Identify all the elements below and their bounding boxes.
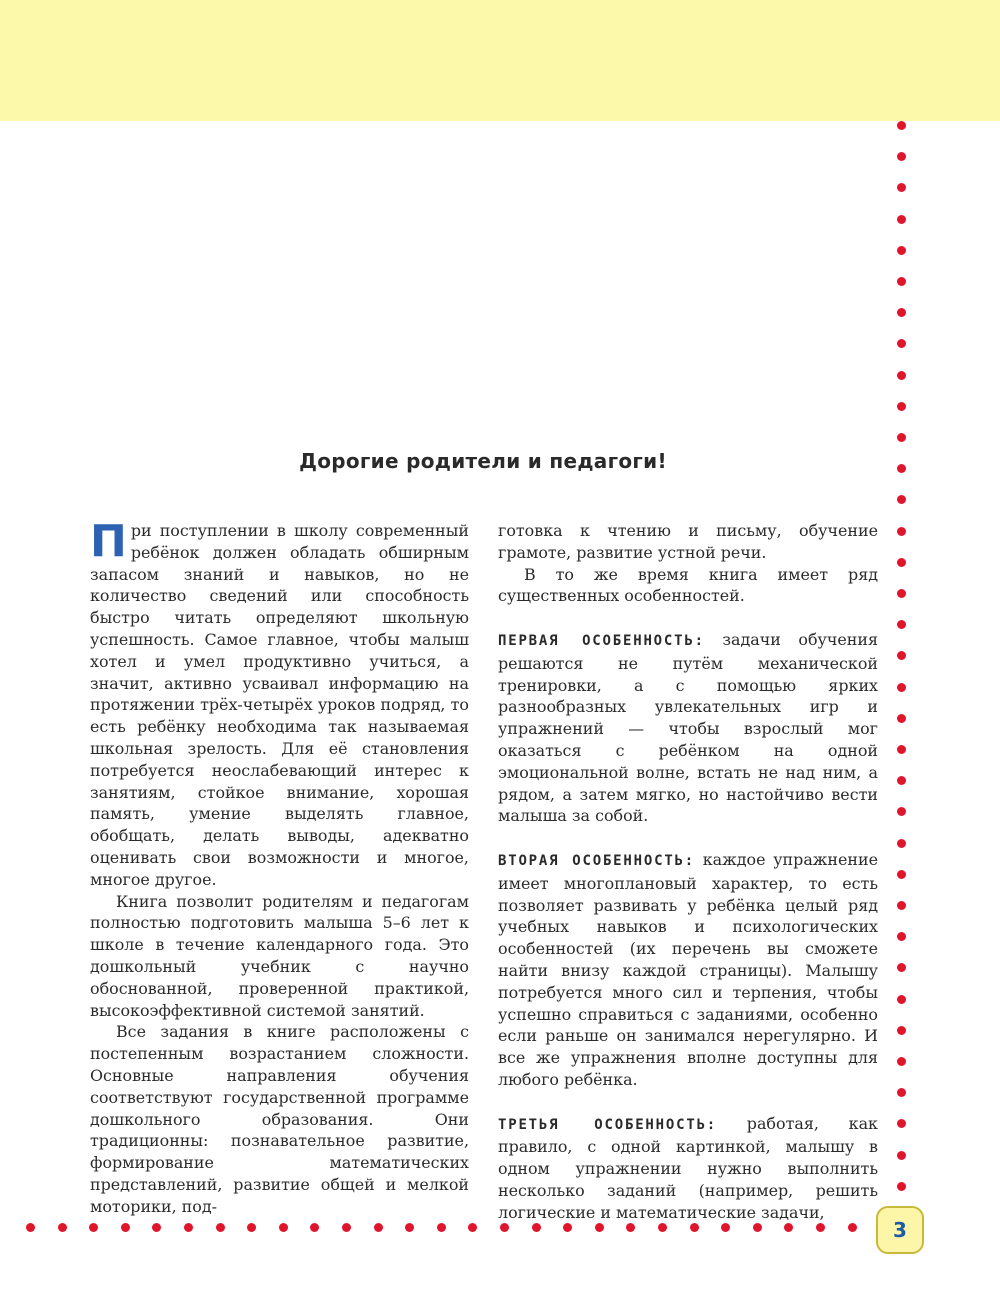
border-dot (897, 246, 906, 255)
border-dot (216, 1223, 225, 1232)
border-dot (897, 1151, 906, 1160)
border-dot (532, 1223, 541, 1232)
feature-2: ВТОРАЯ ОСОБЕННОСТЬ: каждое упражнение имеет многоплановый характер, то есть позволяет развивать у ребёнка целый ряд учебных навыков и психологических особенностей (их перечень вы сможете найти внизу каждой страницы). Малышу потребуется много сил и терпения, чтобы успешно справиться с заданиями, особенно если раньше он занимался нерегулярно. И все же упражнения вполне доступны для любого ребёнка. (498, 849, 878, 1089)
border-dot (897, 402, 906, 411)
border-dot (897, 745, 906, 754)
border-dot (897, 901, 906, 910)
border-dot (897, 339, 906, 348)
border-dot (342, 1223, 351, 1232)
border-dot (247, 1223, 256, 1232)
feature-1-label: ПЕРВАЯ ОСОБЕННОСТЬ: (498, 632, 705, 649)
border-dot (897, 714, 906, 723)
border-dot (897, 870, 906, 879)
border-dot (816, 1223, 825, 1232)
border-dot (897, 558, 906, 567)
border-dot (897, 308, 906, 317)
feature-3-label: ТРЕТЬЯ ОСОБЕННОСТЬ: (498, 1116, 718, 1133)
border-dot (437, 1223, 446, 1232)
right-column (498, 520, 878, 1224)
border-dot (897, 651, 906, 660)
top-color-band (0, 0, 1000, 121)
border-dot (595, 1223, 604, 1232)
border-dot (753, 1223, 762, 1232)
border-dot (897, 183, 906, 192)
border-dot (468, 1223, 477, 1232)
border-dot (89, 1223, 98, 1232)
border-dot (897, 371, 906, 380)
border-dot (897, 995, 906, 1004)
border-dot (897, 433, 906, 442)
drop-cap: П (90, 516, 127, 567)
border-dot (310, 1223, 319, 1232)
page-title: Дорогие родители и педагоги! (299, 449, 667, 473)
border-dot (897, 1026, 906, 1035)
page-number-badge (876, 1206, 924, 1254)
paragraph-continued: готовка к чтению и письму, обучение грамоте, развитие устной речи. (498, 521, 878, 562)
border-dot (897, 932, 906, 941)
border-dot (626, 1223, 635, 1232)
border-dot (897, 1088, 906, 1097)
feature-2-label: ВТОРАЯ ОСОБЕННОСТЬ: (498, 852, 696, 869)
paragraph-3: Все задания в книге расположены с постепенным возрастанием сложности. Основные направления обучения соответствуют государственной программе дошкольного образования. Они традиционны: познавательное развитие, формирование математических представлений, развитие общей и мелкой моторики, под- (90, 1022, 469, 1216)
border-dot (58, 1223, 67, 1232)
border-dot (848, 1223, 857, 1232)
page-number: 3 (893, 1218, 907, 1242)
border-dot (690, 1223, 699, 1232)
border-dot (721, 1223, 730, 1232)
border-dot (405, 1223, 414, 1232)
border-dot (784, 1223, 793, 1232)
border-dot (897, 683, 906, 692)
vertical-dot-border (896, 121, 908, 1201)
feature-1: ПЕРВАЯ ОСОБЕННОСТЬ: задачи обучения решаются не путём механической тренировки, а с помощью ярких разнообразных увлекательных игр и упражнений — чтобы взрослый мог оказаться с ребёнком на одной эмоциональной волне, встать не над ним, а рядом, а затем мягко, но настойчиво вести малыша за собой. (498, 629, 878, 826)
paragraph-features-intro: В то же время книга имеет ряд существенных особенностей. (498, 564, 878, 606)
border-dot (500, 1223, 509, 1232)
left-column (90, 516, 469, 1218)
border-dot (897, 527, 906, 536)
border-dot (374, 1223, 383, 1232)
feature-3: ТРЕТЬЯ ОСОБЕННОСТЬ: работая, как правило, с одной картинкой, малышу в одном упражнении нужно выполнить несколько заданий (например, решить логические и математические задачи, (498, 1113, 878, 1222)
horizontal-dot-border (0, 1222, 880, 1234)
border-dot (897, 1057, 906, 1066)
border-dot (897, 963, 906, 972)
border-dot (897, 807, 906, 816)
border-dot (184, 1223, 193, 1232)
border-dot (152, 1223, 161, 1232)
border-dot (121, 1223, 130, 1232)
border-dot (26, 1223, 35, 1232)
border-dot (897, 1182, 906, 1191)
border-dot (897, 495, 906, 504)
border-dot (897, 589, 906, 598)
border-dot (897, 776, 906, 785)
paragraph-1: При поступлении в школу современный ребёнок должен обладать обширным запасом знаний и навыков, но не количество сведений или способность быстро читать определяют школьную успешность. Самое главное, чтобы малыш хотел и умел продуктивно учиться, а значит, активно усваивал информацию на протяжении трёх-четырёх уроков подряд, то есть ребёнку необходима так называемая школьная зрелость. Для её становления потребуется неослабевающий интерес к занятиям, стойкое внимание, хорошая память, умение выделять главное, обобщать, делать выводы, адекватно оценивать свои возможности и многое, многое другое. (90, 516, 469, 889)
border-dot (897, 839, 906, 848)
border-dot (897, 277, 906, 286)
border-dot (897, 215, 906, 224)
border-dot (563, 1223, 572, 1232)
border-dot (897, 620, 906, 629)
border-dot (897, 121, 906, 130)
border-dot (279, 1223, 288, 1232)
paragraph-2: Книга позволит родителям и педагогам полностью подготовить малыша 5–6 лет к школе в течение календарного года. Это дошкольный учебник с научно обоснованной, проверенной практикой, высокоэффективной системой занятий. (90, 891, 469, 1020)
border-dot (897, 152, 906, 161)
border-dot (897, 1119, 906, 1128)
border-dot (658, 1223, 667, 1232)
